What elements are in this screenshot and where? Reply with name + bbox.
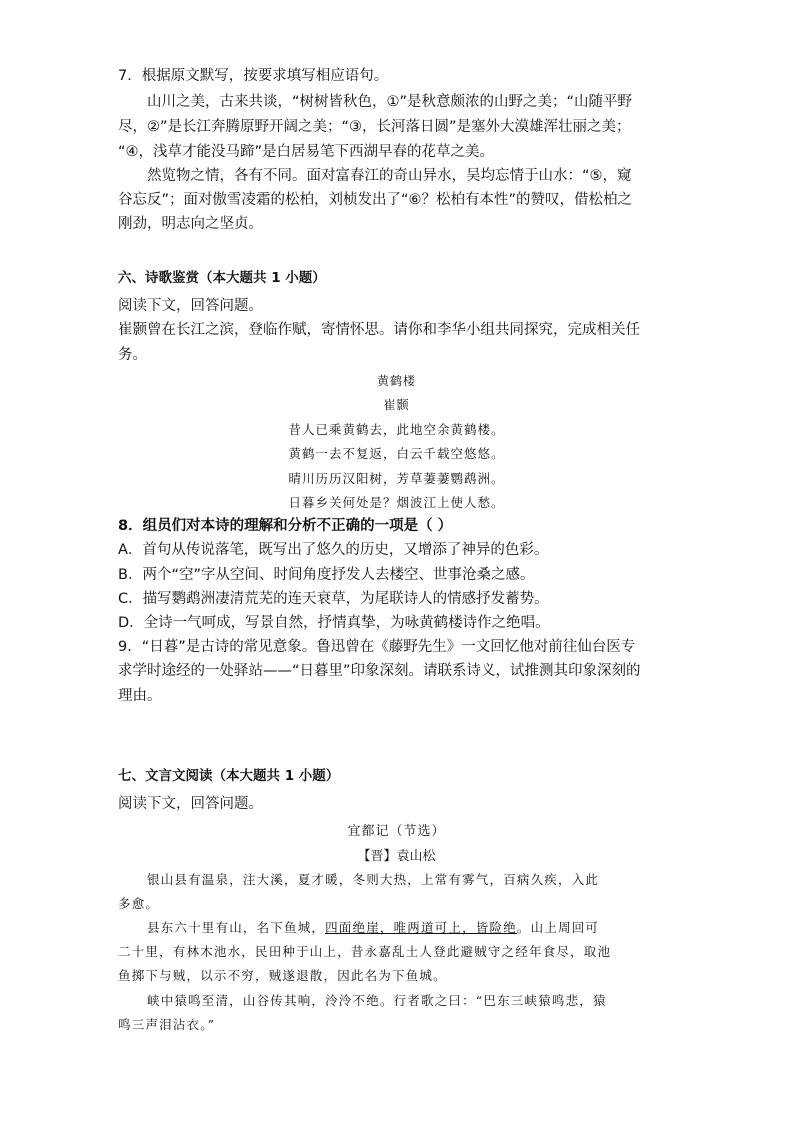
poem-line-3: 晴川历历汉阳树，芳草萋萋鹦鹉洲。	[288, 471, 505, 486]
q8-title: 8．组员们对本诗的理解和分析不正确的一项是（ ）	[118, 518, 453, 534]
classical-para1-line2: 多愈。	[118, 896, 160, 911]
q7-paragraph2-line2: 谷忘反”；面对傲雪凌霜的松柏，刘桢发出了“⑥？松柏有本性”的赞叹，借松柏之	[118, 192, 633, 208]
classical-para1-line1: 银山县有温泉，注大溪，夏才暖，冬则大热，上常有雾气，百病久疾，入此	[147, 872, 600, 887]
classical-para3-line2: 鸣三声泪沾衣。”	[118, 1017, 216, 1032]
classical-para2-underlined: 四面绝崖，唯两道可上，皆险绝	[325, 920, 517, 935]
q9-line-2: 求学时途经的一处驿站——“日暮里”印象深刻。请联系诗义，试推测其印象深刻的	[118, 663, 641, 679]
classical-text-author: 【晋】袁山松	[357, 849, 436, 864]
classical-para3-line1: 峡中猿鸣至清，山谷传其响，泠泠不绝。行者歌之曰：“巴东三峡猿鸣悲，猿	[147, 993, 607, 1008]
classical-para2-line2: 二十里，有林木池水，民田种于山上，昔永嘉乱土人登此避贼守之经年食尽，取池	[118, 944, 612, 959]
q7-paragraph1-line2: 尽，②”是长江奔腾原野开阔之美；“③，长河落日圆”是塞外大漠雄浑壮丽之美；	[118, 119, 631, 135]
poem-author: 崔颢	[383, 398, 410, 412]
q7-paragraph1-line3: “④，浅草才能没马蹄”是白居易笔下西湖早春的花草之美。	[118, 144, 495, 160]
q7-paragraph1-line1: 山川之美，古来共谈，“树树皆秋色，①”是秋意颇浓的山野之美；“山随平野	[147, 94, 633, 110]
q7-title: 7．根据原文默写，按要求填写相应语句。	[118, 68, 389, 84]
section7-heading: 七、文言文阅读（本大题共 1 小题）	[118, 768, 340, 784]
classical-para2-line3: 鱼掷下与贼，以示不穷，贼遂退散，因此名为下鱼城。	[118, 968, 447, 983]
section6-task-line1: 崔颢曾在长江之滨，登临作赋，寄情怀思。请你和李华小组共同探究，完成相关任	[118, 322, 640, 338]
q8-option-d: D．全诗一气呵成，写景自然，抒情真挚，为咏黄鹤楼诗作之绝唱。	[118, 615, 550, 631]
classical-para2-line1	[147, 919, 599, 937]
q8-option-c: C．描写鹦鹉洲凄清荒芜的连天衰草，为尾联诗人的情感抒发蓄势。	[118, 591, 549, 607]
q9-line-3: 理由。	[118, 688, 162, 704]
classical-text-title: 宜都记（节选）	[347, 824, 446, 839]
q7-paragraph2-line3: 刚劲，明志向之坚贞。	[118, 216, 263, 232]
section6-task-line2: 务。	[118, 347, 147, 363]
q8-option-a: A．首句从传说落笔，既写出了悠久的历史，又增添了神异的色彩。	[118, 542, 549, 558]
section6-intro: 阅读下文，回答问题。	[118, 298, 263, 314]
q9-line-1: 9．“日暮”是古诗的常见意象。鲁迅曾在《藤野先生》一文回忆他对前往仙台医专	[118, 639, 636, 655]
classical-para2-prefix: 县东六十里有山，名下鱼城，	[147, 920, 326, 935]
poem-line-4: 日暮乡关何处是？烟波江上使人愁。	[288, 495, 505, 510]
poem-line-2: 黄鹤一去不复返，白云千载空悠悠。	[288, 446, 505, 461]
section7-intro: 阅读下文，回答问题。	[118, 796, 263, 812]
section6-heading: 六、诗歌鉴赏（本大题共 1 小题）	[118, 270, 326, 286]
q8-option-b: B．两个“空”字从空间、时间角度抒发人去楼空、世事沧桑之感。	[118, 567, 535, 583]
poem-line-1: 昔人已乘黄鹤去，此地空余黄鹤楼。	[288, 422, 505, 437]
q7-paragraph2-line1: 然览物之情，各有不同。面对富春江的奇山异水，吴均忘情于山水：“⑤，窥	[147, 168, 632, 184]
classical-para2-suffix: 。山上周回可	[516, 920, 600, 935]
poem-title: 黄鹤楼	[376, 374, 416, 388]
